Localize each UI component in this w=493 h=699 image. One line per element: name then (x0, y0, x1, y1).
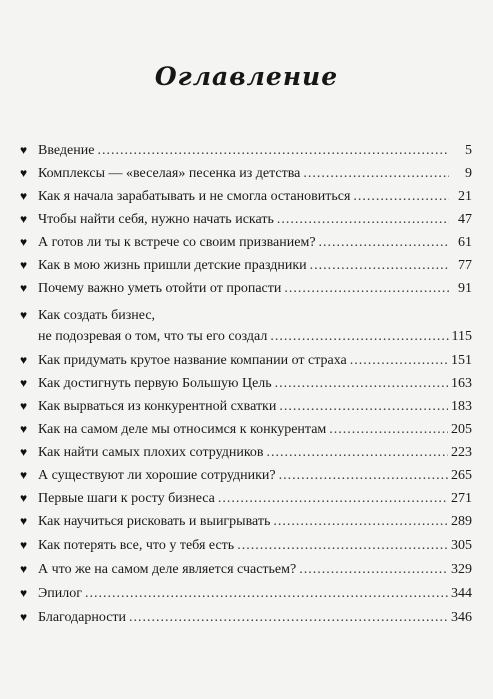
dot-leader (353, 188, 449, 205)
dot-leader (350, 352, 448, 369)
heart-icon: ♥ (20, 189, 28, 203)
entry-title: Как научиться рисковать и выигрывать (38, 514, 271, 529)
entry-page: 77 (458, 258, 472, 273)
entry-page: 183 (451, 399, 472, 414)
heart-icon: ♥ (20, 376, 28, 390)
entry-page: 344 (451, 586, 472, 601)
entry-title: Как достигнуть первую Большую Цель (38, 376, 272, 391)
heart-icon: ♥ (20, 538, 28, 552)
entry-title: Как я начала зарабатывать и не смогла остановиться (38, 189, 351, 204)
entry-title: Чтобы найти себя, нужно начать искать (38, 212, 274, 227)
heart-icon: ♥ (20, 610, 28, 624)
entry-title: Благодарности (38, 610, 127, 625)
entry-title: Эпилог (38, 586, 82, 601)
entry-title: Как в мою жизнь пришли детские праздники (38, 258, 307, 273)
dot-leader (299, 561, 448, 578)
entry-page: 5 (465, 143, 472, 158)
heart-icon: ♥ (20, 422, 28, 436)
entry-title: Почему важно уметь отойти от пропасти (38, 281, 282, 296)
entry-title: Первые шаги к росту бизнеса (38, 491, 215, 506)
heart-icon: ♥ (20, 308, 28, 322)
heart-icon: ♥ (20, 562, 28, 576)
heart-icon: ♥ (20, 166, 28, 180)
dot-leader (237, 537, 448, 554)
entry-page: 289 (451, 514, 472, 529)
entry-page: 115 (451, 329, 472, 344)
heart-icon: ♥ (20, 212, 28, 226)
dot-leader (284, 280, 449, 297)
entry-title: А что же на самом деле является счастьем? (38, 562, 297, 577)
entry-page: 47 (458, 212, 472, 227)
entry-page: 271 (451, 491, 472, 506)
dot-leader (267, 444, 448, 461)
dot-leader (279, 398, 448, 415)
entry-page: 151 (451, 353, 472, 368)
entry-page: 329 (451, 562, 472, 577)
entry-page: 346 (451, 610, 472, 625)
entry-title: Как придумать крутое название компании от страха (38, 353, 347, 368)
dot-leader (277, 211, 449, 228)
entry-page: 9 (465, 166, 472, 181)
heart-icon: ♥ (20, 281, 28, 295)
entry-page: 163 (451, 376, 472, 391)
entry-title: А существуют ли хорошие сотрудники? (38, 468, 276, 483)
entry-title: А готов ли ты к встрече со своим призванием? (38, 235, 316, 250)
dot-leader (129, 609, 448, 626)
heart-icon: ♥ (20, 143, 28, 157)
entry-title: не подозревая о том, что ты его создал (38, 329, 268, 344)
heart-icon: ♥ (20, 468, 28, 482)
entry-title: Комплексы — «веселая» песенка из детства (38, 166, 301, 181)
entry-page: 305 (451, 538, 472, 553)
entry-page: 205 (451, 422, 472, 437)
heart-icon: ♥ (20, 586, 28, 600)
entry-page: 223 (451, 445, 472, 460)
toc-entry (20, 307, 472, 347)
entry-page: 91 (458, 281, 472, 296)
entry-title: Как найти самых плохих сотрудников (38, 445, 264, 460)
entry-title: Введение (38, 143, 95, 158)
dot-leader (319, 234, 449, 251)
heart-icon: ♥ (20, 491, 28, 505)
entry-page: 21 (458, 189, 472, 204)
page-title: Оглавление (154, 62, 339, 91)
heart-icon: ♥ (20, 514, 28, 528)
entry-title: Как на самом деле мы относимся к конкурентам (38, 422, 327, 437)
entry-title: Как вырваться из конкурентной схватки (38, 399, 277, 414)
dot-leader (310, 257, 449, 274)
entry-title: Как потерять все, что у тебя есть (38, 538, 235, 553)
heart-icon: ♥ (20, 445, 28, 459)
dot-leader (303, 165, 449, 182)
dot-leader (279, 467, 448, 484)
dot-leader (218, 490, 448, 507)
dot-leader (329, 421, 448, 438)
heart-icon: ♥ (20, 258, 28, 272)
entry-title-line1: Как создать бизнес, (38, 308, 156, 323)
dot-leader (85, 585, 448, 602)
heart-icon: ♥ (20, 399, 28, 413)
heart-icon: ♥ (20, 235, 28, 249)
dot-leader (97, 142, 449, 159)
dot-leader (273, 513, 448, 530)
entry-page: 265 (451, 468, 472, 483)
entry-page: 61 (458, 235, 472, 250)
heart-icon: ♥ (20, 353, 28, 367)
dot-leader (270, 328, 448, 345)
dot-leader (275, 375, 448, 392)
